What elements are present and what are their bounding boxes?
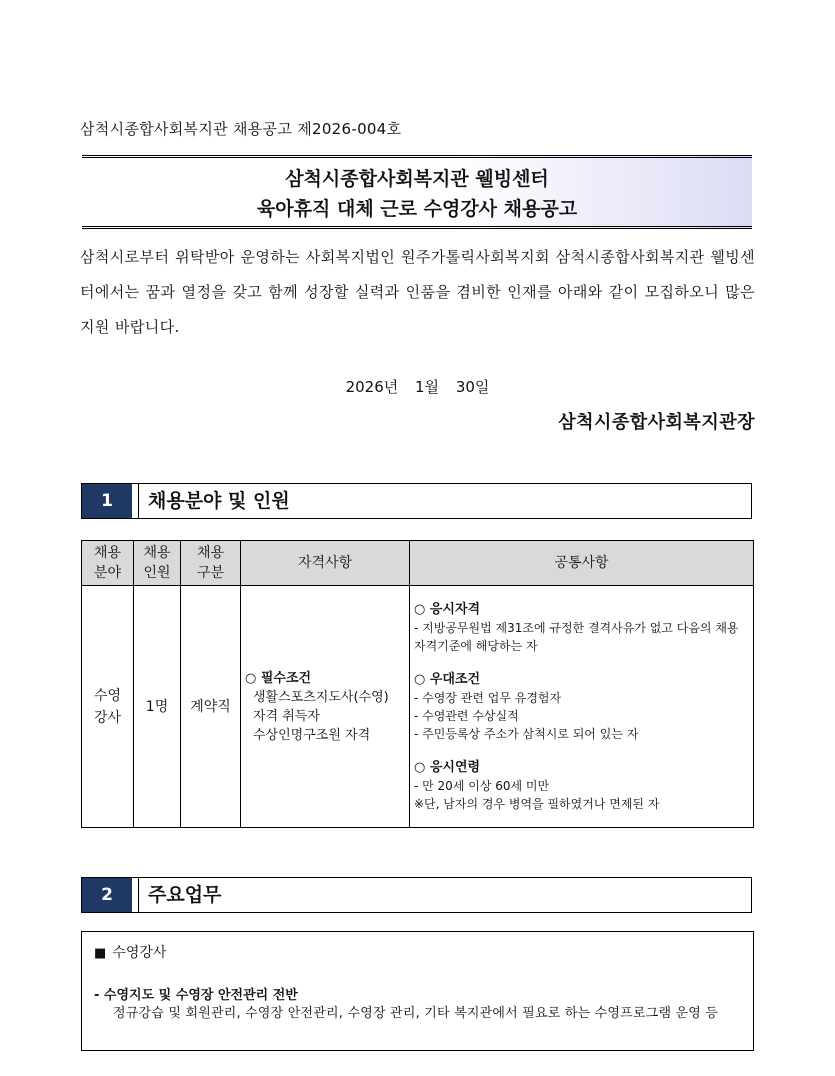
- date-month: 1월: [415, 378, 440, 396]
- square-bullet-icon: ■: [94, 946, 107, 961]
- preference-head: ○ 우대조건: [414, 671, 481, 687]
- issuer-name: 삼척시종합사회복지관장: [558, 412, 755, 433]
- notice-number: 삼척시종합사회복지관 채용공고 제2026-004호: [80, 120, 402, 138]
- table-row: [82, 586, 754, 828]
- header-count-label: 채용 인원: [143, 545, 171, 581]
- preference-item-1: - 수영장 관련 업무 유경험자: [414, 690, 562, 705]
- cell-count: 1명: [134, 586, 181, 828]
- recruitment-table: [81, 540, 754, 828]
- header-common: 공통사항: [410, 541, 754, 586]
- section-2-number: 2: [82, 878, 132, 912]
- section-2-header: [81, 877, 752, 913]
- header-field: [82, 541, 134, 586]
- duty-description: 정규강습 및 회원관리, 수영장 안전관리, 수영장 관리, 기타 복지관에서 필요로 하는 수영프로그램 운영 등: [113, 1006, 719, 1021]
- age-head: ○ 응시연령: [414, 759, 481, 775]
- duty-heading: [94, 942, 166, 962]
- header-type-label: 채용 구분: [196, 545, 225, 581]
- announcement-date: [0, 376, 835, 397]
- section-1-title: 채용분야 및 인원: [148, 490, 290, 512]
- section-1-number: 1: [82, 484, 132, 518]
- qual-item-1: 생활스포츠지도사(수영) 자격 취득자: [253, 689, 389, 724]
- header-count: [134, 541, 181, 586]
- cell-common: [410, 586, 754, 828]
- qual-item-2: 수상인명구조원 자격: [253, 727, 371, 743]
- eligibility-head: ○ 응시자격: [414, 601, 481, 617]
- section-2-title: 주요업무: [148, 884, 222, 906]
- intro-paragraph: 삼척시로부터 위탁받아 운영하는 사회복지법인 원주가톨릭사회복지회 삼척시종합사회복지관 웰빙센터에서는 꿈과 열정을 갖고 함께 성장할 실력과 인품을 겸비한 인재를 아래와 같이 모집하오니 많은 지원 바랍니다.: [80, 248, 755, 336]
- preference-item-3: - 주민등록상 주소가 삼척시로 되어 있는 자: [414, 726, 639, 741]
- duty-item: - 수영지도 및 수영장 안전관리 전반: [94, 988, 298, 1003]
- cell-type: 계약직: [181, 586, 241, 828]
- title-line-2: 육아휴직 대체 근로 수영강사 채용공고: [256, 198, 578, 220]
- header-type: [181, 541, 241, 586]
- table-header-row: [82, 541, 754, 586]
- cell-field-label: 수영 강사: [93, 687, 122, 726]
- eligibility-item-1: - 지방공무원법 제31조에 규정한 결격사유가 없고 다음의 채용 자격기준에 해당하는 자: [414, 620, 739, 653]
- title-line-1: 삼척시종합사회복지관 웰빙센터: [285, 168, 549, 190]
- cell-field: [82, 586, 134, 828]
- qual-head: ○ 필수조건: [245, 670, 312, 686]
- age-note: ※단, 남자의 경우 병역을 필하였거나 면제된 자: [414, 796, 660, 811]
- date-day: 30일: [455, 378, 490, 396]
- title-banner: [82, 155, 752, 229]
- age-item-1: - 만 20세 이상 60세 미만: [414, 778, 550, 793]
- section-1-header: [81, 483, 752, 519]
- duty-heading-label: 수영강사: [112, 945, 167, 961]
- cell-qualification: [241, 586, 410, 828]
- duty-box: [81, 931, 754, 1051]
- section-divider: [132, 878, 139, 912]
- spacer: [414, 743, 749, 759]
- section-divider: [132, 484, 139, 518]
- header-qualification: 자격사항: [241, 541, 410, 586]
- preference-item-2: - 수영관련 수상실적: [414, 708, 519, 723]
- date-year: 2026년: [345, 378, 399, 396]
- header-field-label: 채용 분야: [93, 545, 122, 581]
- spacer: [414, 655, 749, 671]
